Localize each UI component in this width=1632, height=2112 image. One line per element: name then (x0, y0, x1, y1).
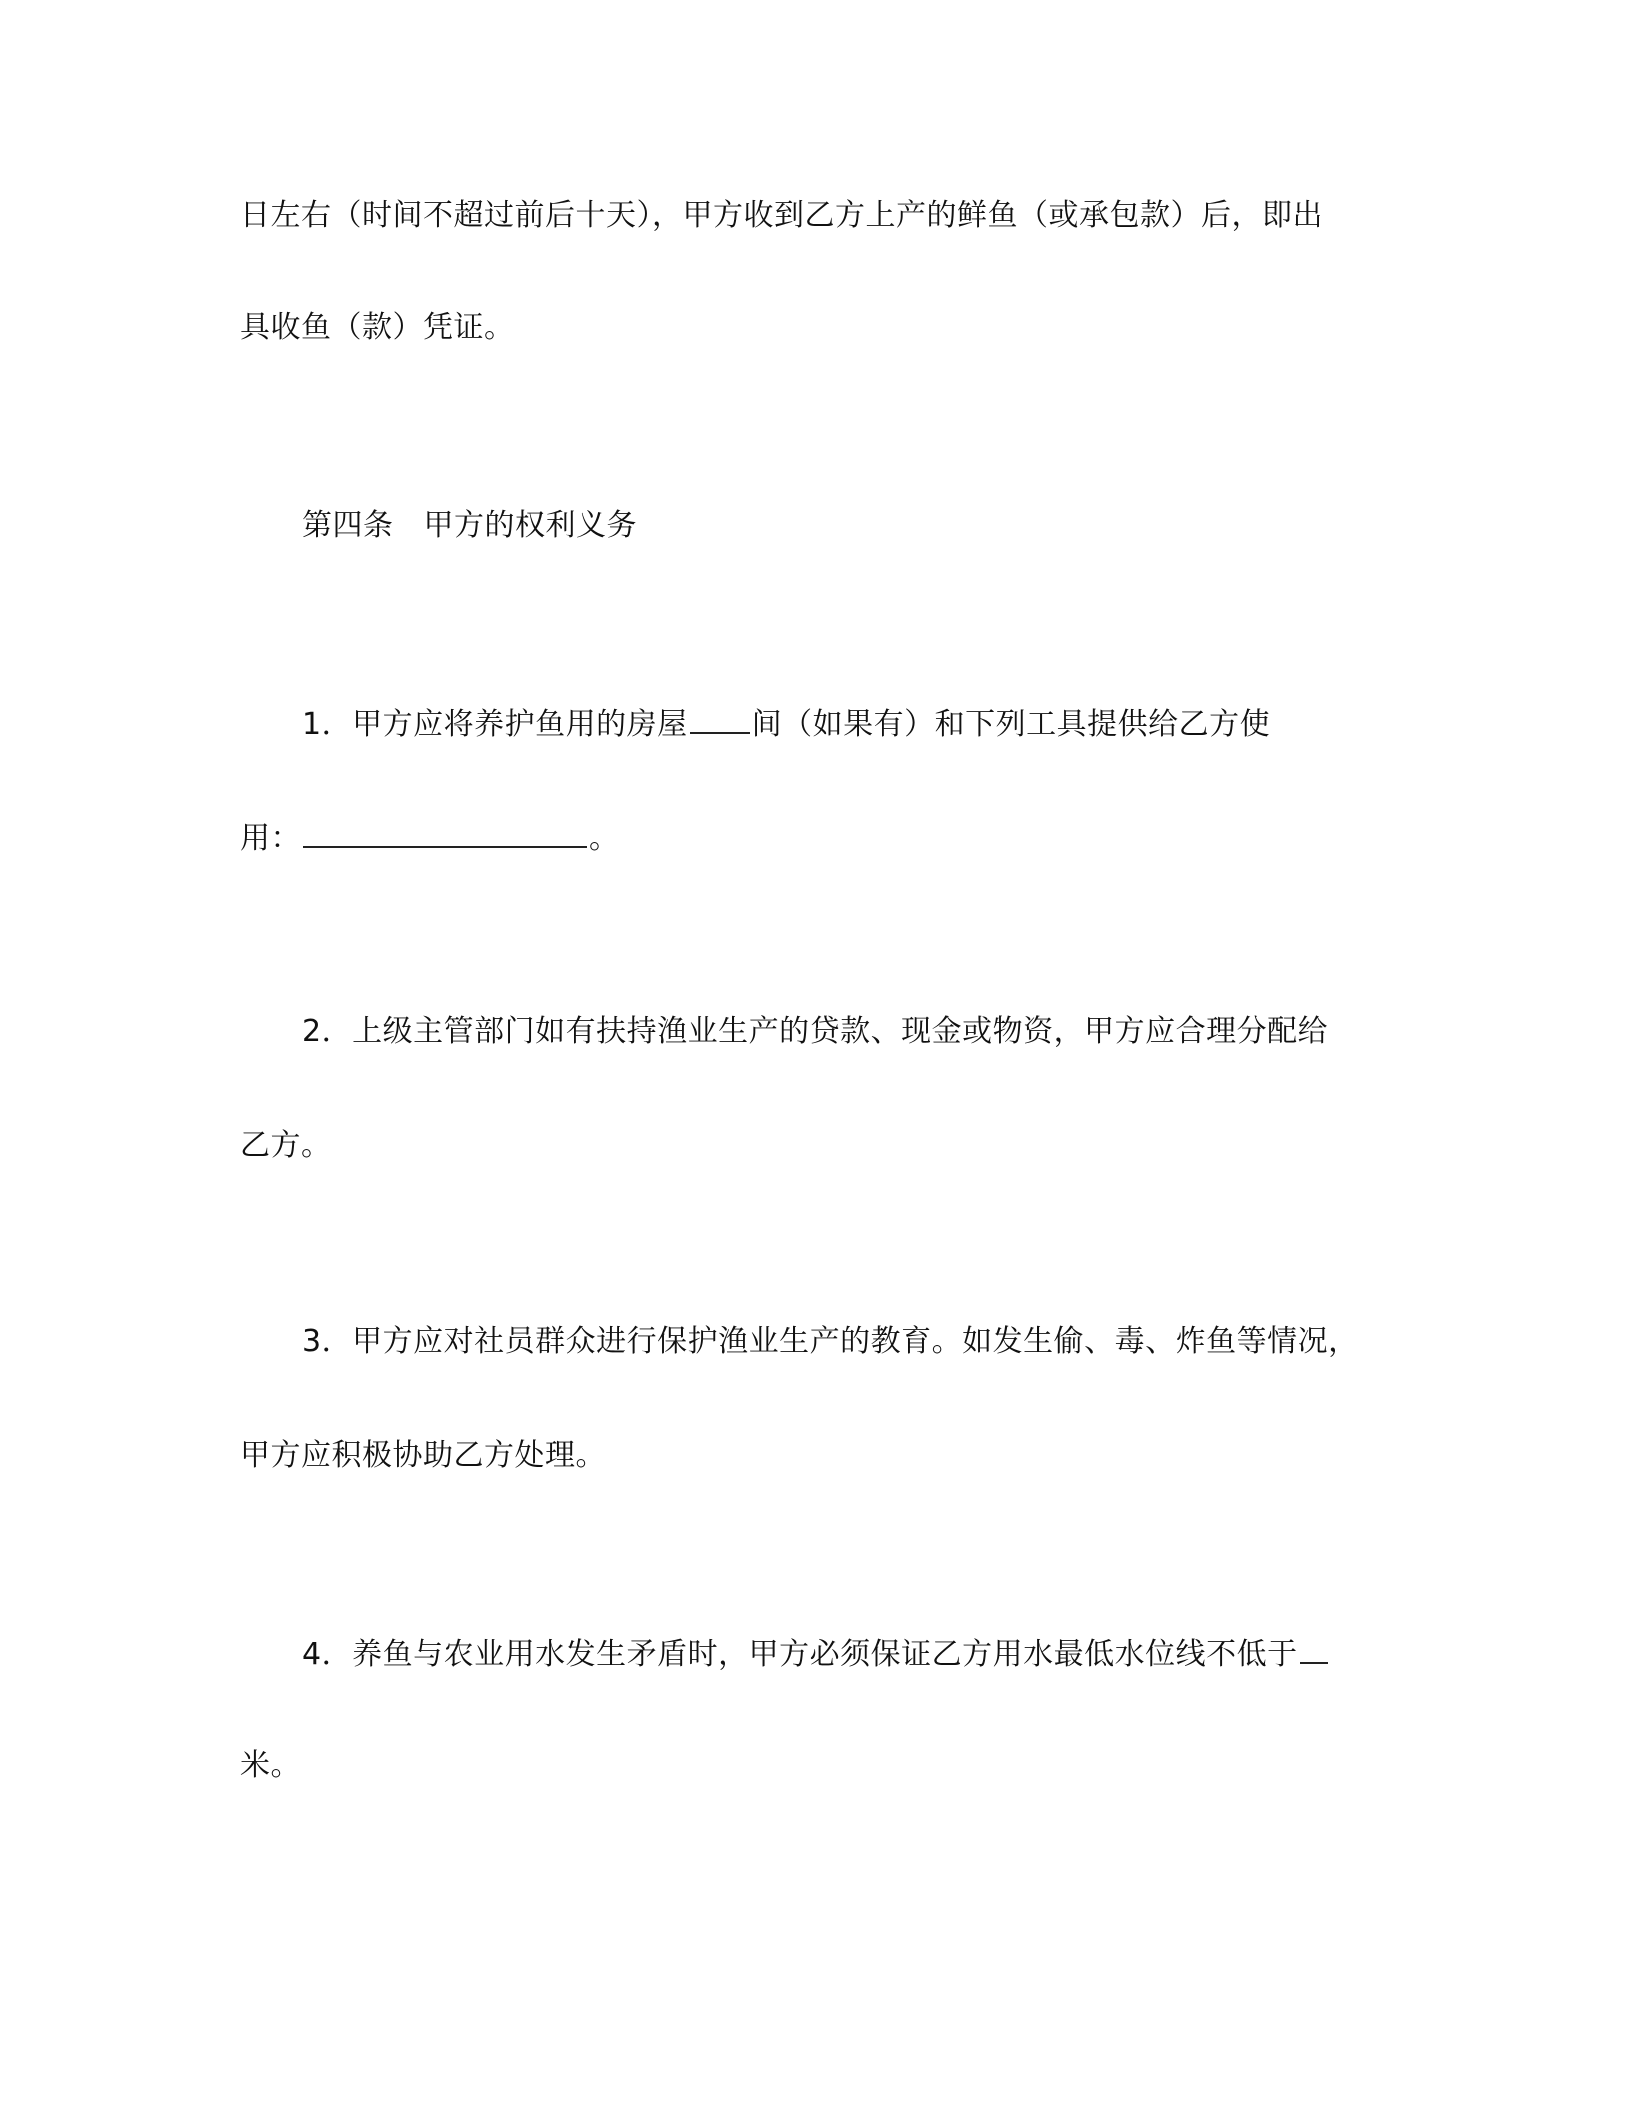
item-1-text-d: 。 (589, 821, 620, 856)
article-heading (302, 506, 637, 546)
item-4-line-2: 米。 (240, 1748, 301, 1783)
article-number: 第四条 (302, 508, 394, 543)
item-1-text-c: 用： (240, 821, 301, 856)
item-2-line-2: 乙方。 (240, 1128, 332, 1163)
item-1-text-a: 1．甲方应将养护鱼用的房屋 (302, 707, 688, 742)
paragraph-line: 具收鱼（款）凭证。 (240, 310, 515, 345)
item-2-line: 2．上级主管部门如有扶持渔业生产的贷款、现金或物资，甲方应合理分配给 (302, 1014, 1329, 1049)
blank-water-level (1300, 1632, 1328, 1664)
item-1-line-2 (240, 816, 620, 859)
blank-tools-list (303, 816, 587, 848)
item-4-text-a: 4．养鱼与农业用水发生矛盾时，甲方必须保证乙方用水最低水位线不低于 (302, 1637, 1298, 1672)
article-title: 甲方的权利义务 (423, 508, 637, 543)
blank-rooms-count (690, 702, 750, 734)
item-1-text-b: 间（如果有）和下列工具提供给乙方使 (751, 707, 1271, 742)
item-3-line: 3．甲方应对社员群众进行保护渔业生产的教育。如发生偷、毒、炸鱼等情况， (302, 1324, 1359, 1359)
paragraph-line: 日左右（时间不超过前后十天），甲方收到乙方上产的鲜鱼（或承包款）后，即出 (240, 198, 1323, 233)
item-1-line (302, 702, 1270, 745)
item-3-line-2: 甲方应积极协助乙方处理。 (240, 1438, 606, 1473)
item-4-line (302, 1632, 1330, 1675)
